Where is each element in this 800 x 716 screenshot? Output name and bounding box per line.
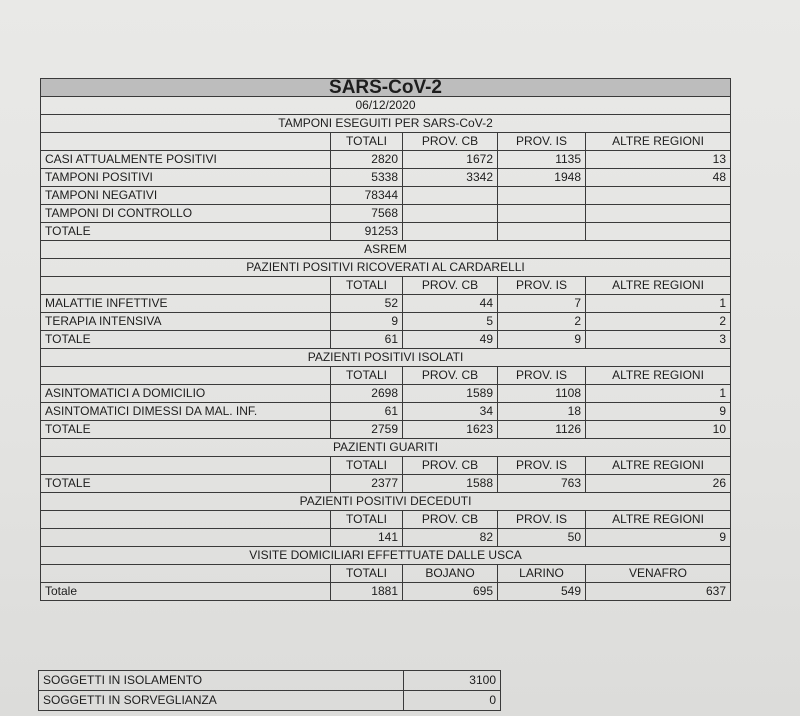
empty-cell — [41, 277, 331, 295]
summary-row — [39, 671, 501, 691]
value-cell: 2377 — [331, 475, 403, 493]
value-cell: 7568 — [331, 205, 403, 223]
tamponi-row — [41, 151, 731, 169]
value-cell: 2 — [586, 313, 731, 331]
value-cell: 5 — [403, 313, 498, 331]
value-cell: 78344 — [331, 187, 403, 205]
value-cell: 49 — [403, 331, 498, 349]
value-cell: 26 — [586, 475, 731, 493]
summary-label: SOGGETTI IN SORVEGLIANZA — [39, 691, 404, 711]
asrem-heading: ASREM — [41, 241, 731, 259]
summary-value: 3100 — [404, 671, 501, 691]
value-cell: 52 — [331, 295, 403, 313]
value-cell: 1672 — [403, 151, 498, 169]
value-cell: 10 — [586, 421, 731, 439]
column-header: TOTALI — [331, 511, 403, 529]
column-header: PROV. IS — [498, 133, 586, 151]
usca-row — [41, 583, 731, 601]
value-cell: 695 — [403, 583, 498, 601]
column-header: ALTRE REGIONI — [586, 277, 731, 295]
summary-value: 0 — [404, 691, 501, 711]
isolati-column-header-row — [41, 367, 731, 385]
ricoverati-heading: PAZIENTI POSITIVI RICOVERATI AL CARDARELLI — [41, 259, 731, 277]
column-header: PROV. IS — [498, 457, 586, 475]
row-label: TOTALE — [41, 331, 331, 349]
value-cell — [498, 205, 586, 223]
value-cell: 1623 — [403, 421, 498, 439]
ricoverati-column-header-row — [41, 277, 731, 295]
deceduti-heading: PAZIENTI POSITIVI DECEDUTI — [41, 493, 731, 511]
tamponi-heading-row — [41, 115, 731, 133]
guariti-heading-row — [41, 439, 731, 457]
value-cell — [403, 205, 498, 223]
row-label: TAMPONI POSITIVI — [41, 169, 331, 187]
value-cell: 3 — [586, 331, 731, 349]
value-cell: 1588 — [403, 475, 498, 493]
isolati-row — [41, 403, 731, 421]
column-header: PROV. CB — [403, 367, 498, 385]
row-label: MALATTIE INFETTIVE — [41, 295, 331, 313]
empty-cell — [41, 511, 331, 529]
row-label: TOTALE — [41, 475, 331, 493]
row-label: TAMPONI NEGATIVI — [41, 187, 331, 205]
row-label: CASI ATTUALMENTE POSITIVI — [41, 151, 331, 169]
column-header: ALTRE REGIONI — [586, 511, 731, 529]
value-cell — [403, 223, 498, 241]
ricoverati-row — [41, 331, 731, 349]
value-cell: 1 — [586, 385, 731, 403]
date-row — [41, 97, 731, 115]
row-label: TOTALE — [41, 421, 331, 439]
value-cell: 48 — [586, 169, 731, 187]
column-header: TOTALI — [331, 565, 403, 583]
title-row — [41, 79, 731, 97]
value-cell: 549 — [498, 583, 586, 601]
guariti-row — [41, 475, 731, 493]
report-title: SARS-CoV-2 — [41, 79, 731, 97]
ricoverati-row — [41, 313, 731, 331]
value-cell: 1948 — [498, 169, 586, 187]
summary-label: SOGGETTI IN ISOLAMENTO — [39, 671, 404, 691]
empty-cell — [41, 565, 331, 583]
row-label — [41, 529, 331, 547]
deceduti-row — [41, 529, 731, 547]
column-header: TOTALI — [331, 277, 403, 295]
deceduti-column-header-row — [41, 511, 731, 529]
asrem-heading-row — [41, 241, 731, 259]
report-sheet — [40, 78, 740, 601]
column-header: ALTRE REGIONI — [586, 367, 731, 385]
value-cell — [586, 187, 731, 205]
value-cell: 18 — [498, 403, 586, 421]
isolati-row — [41, 385, 731, 403]
usca-heading: VISITE DOMICILIARI EFFETTUATE DALLE USCA — [41, 547, 731, 565]
summary-table — [38, 670, 501, 711]
tamponi-row — [41, 187, 731, 205]
row-label: Totale — [41, 583, 331, 601]
ricoverati-row — [41, 295, 731, 313]
value-cell: 2759 — [331, 421, 403, 439]
value-cell — [498, 187, 586, 205]
tamponi-row — [41, 205, 731, 223]
covid-report-table — [40, 78, 731, 601]
value-cell: 61 — [331, 331, 403, 349]
value-cell: 141 — [331, 529, 403, 547]
value-cell — [403, 187, 498, 205]
isolati-heading-row — [41, 349, 731, 367]
column-header: TOTALI — [331, 133, 403, 151]
value-cell: 1135 — [498, 151, 586, 169]
column-header: VENAFRO — [586, 565, 731, 583]
value-cell: 3342 — [403, 169, 498, 187]
guariti-column-header-row — [41, 457, 731, 475]
report-date: 06/12/2020 — [41, 97, 731, 115]
row-label: TERAPIA INTENSIVA — [41, 313, 331, 331]
isolati-row — [41, 421, 731, 439]
isolati-heading: PAZIENTI POSITIVI ISOLATI — [41, 349, 731, 367]
empty-cell — [41, 457, 331, 475]
usca-column-header-row — [41, 565, 731, 583]
value-cell: 5338 — [331, 169, 403, 187]
empty-cell — [41, 133, 331, 151]
column-header: PROV. IS — [498, 277, 586, 295]
value-cell: 44 — [403, 295, 498, 313]
value-cell: 61 — [331, 403, 403, 421]
column-header: TOTALI — [331, 457, 403, 475]
column-header: ALTRE REGIONI — [586, 133, 731, 151]
value-cell: 91253 — [331, 223, 403, 241]
value-cell: 9 — [586, 529, 731, 547]
empty-cell — [41, 367, 331, 385]
row-label: ASINTOMATICI DIMESSI DA MAL. INF. — [41, 403, 331, 421]
value-cell: 1108 — [498, 385, 586, 403]
column-header: PROV. CB — [403, 133, 498, 151]
guariti-heading: PAZIENTI GUARITI — [41, 439, 731, 457]
column-header: LARINO — [498, 565, 586, 583]
row-label: TAMPONI DI CONTROLLO — [41, 205, 331, 223]
value-cell: 1589 — [403, 385, 498, 403]
value-cell: 1881 — [331, 583, 403, 601]
value-cell: 2820 — [331, 151, 403, 169]
column-header: PROV. CB — [403, 457, 498, 475]
column-header: PROV. CB — [403, 511, 498, 529]
value-cell: 9 — [498, 331, 586, 349]
value-cell: 7 — [498, 295, 586, 313]
column-header: PROV. IS — [498, 511, 586, 529]
value-cell: 82 — [403, 529, 498, 547]
tamponi-heading: TAMPONI ESEGUITI PER SARS-CoV-2 — [41, 115, 731, 133]
tamponi-row — [41, 169, 731, 187]
column-header: TOTALI — [331, 367, 403, 385]
value-cell: 1126 — [498, 421, 586, 439]
value-cell: 637 — [586, 583, 731, 601]
value-cell — [586, 223, 731, 241]
value-cell: 1 — [586, 295, 731, 313]
report-body — [41, 79, 731, 601]
tamponi-row — [41, 223, 731, 241]
column-header: ALTRE REGIONI — [586, 457, 731, 475]
summary-row — [39, 691, 501, 711]
value-cell: 2 — [498, 313, 586, 331]
value-cell: 13 — [586, 151, 731, 169]
ricoverati-heading-row — [41, 259, 731, 277]
value-cell: 50 — [498, 529, 586, 547]
column-header: PROV. CB — [403, 277, 498, 295]
row-label: ASINTOMATICI A DOMICILIO — [41, 385, 331, 403]
row-label: TOTALE — [41, 223, 331, 241]
deceduti-heading-row — [41, 493, 731, 511]
tamponi-column-header-row — [41, 133, 731, 151]
value-cell: 9 — [331, 313, 403, 331]
value-cell: 9 — [586, 403, 731, 421]
value-cell: 763 — [498, 475, 586, 493]
value-cell — [586, 205, 731, 223]
value-cell: 34 — [403, 403, 498, 421]
value-cell: 2698 — [331, 385, 403, 403]
usca-heading-row — [41, 547, 731, 565]
column-header: BOJANO — [403, 565, 498, 583]
value-cell — [498, 223, 586, 241]
column-header: PROV. IS — [498, 367, 586, 385]
